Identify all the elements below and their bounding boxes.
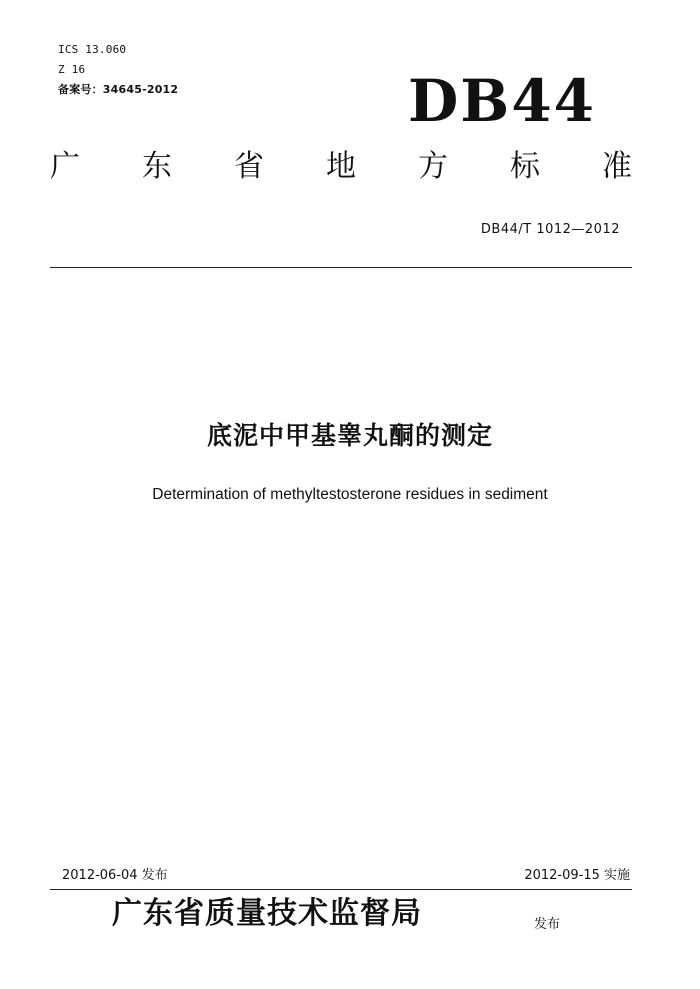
- standard-type-char: 标: [510, 149, 540, 184]
- standard-type-char: 省: [234, 149, 264, 184]
- publisher-suffix: 发布: [534, 917, 561, 932]
- document-title-english: Determination of methyltestosterone residues in sediment: [152, 486, 548, 503]
- publish-date: 2012-06-04 发布: [62, 868, 168, 883]
- standard-type-char: 准: [602, 149, 632, 184]
- implement-date: 2012-09-15 实施: [524, 868, 630, 883]
- publisher-name: 广东省质量技术监督局: [112, 896, 422, 931]
- standard-logo: DB44: [408, 67, 597, 135]
- ics-code: ICS 13.060: [58, 43, 127, 56]
- standard-type-char: 东: [142, 149, 172, 184]
- standard-code: DB44/T 1012—2012: [480, 222, 620, 237]
- standard-type-char: 方: [418, 149, 448, 184]
- standard-type-char: 地: [326, 149, 356, 184]
- classification-code: Z 16: [58, 63, 86, 76]
- standard-type-char: 广: [50, 149, 80, 184]
- top-divider: [50, 267, 632, 268]
- document-title-chinese: 底泥中甲基睾丸酮的测定: [206, 421, 493, 450]
- bottom-divider: [50, 889, 632, 890]
- standard-type-heading: [50, 149, 632, 184]
- record-number: 备案号：34645-2012: [58, 83, 179, 96]
